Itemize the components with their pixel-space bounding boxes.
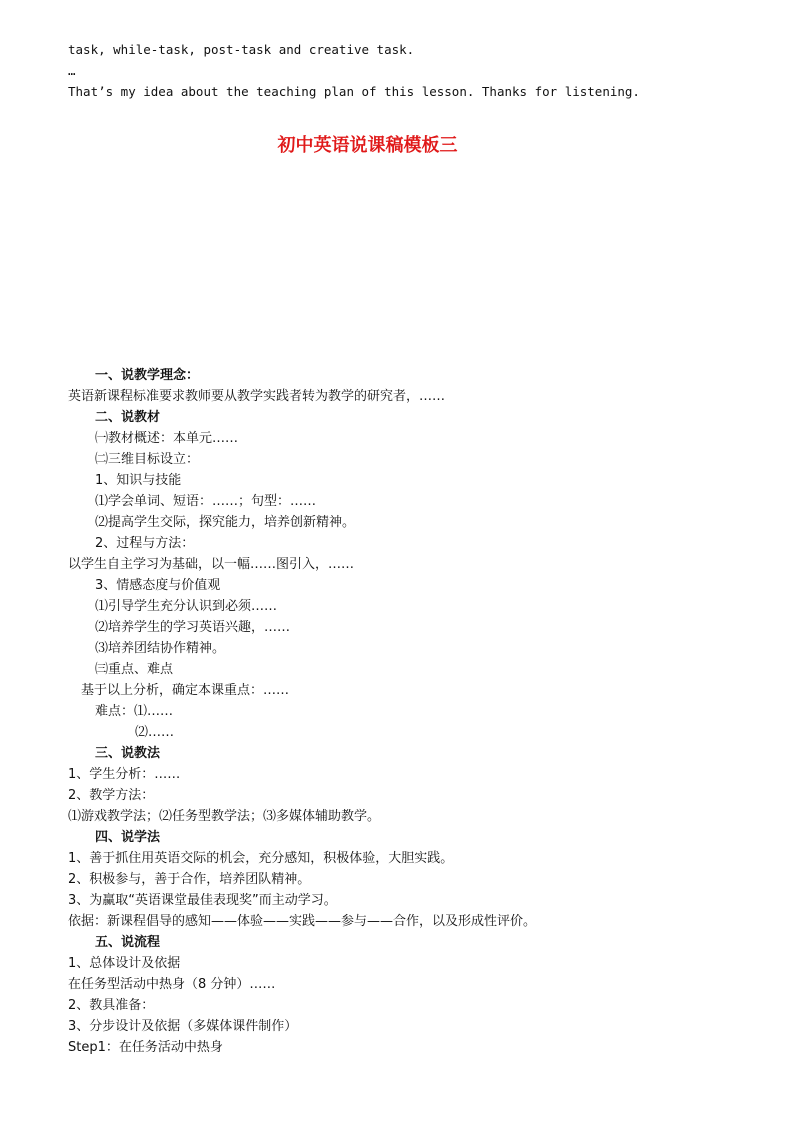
intro-line-1: task, while-task, post-task and creative task. xyxy=(68,42,415,57)
section-2-line: ㈡三维目标设立： xyxy=(95,452,200,467)
section-2-line: 基于以上分析，确定本课重点：…… xyxy=(81,683,290,698)
section-2-line: 2、过程与方法： xyxy=(95,536,195,551)
section-3-heading: 三、说教法 xyxy=(95,746,161,761)
section-5-line: 2、教具准备： xyxy=(68,998,155,1013)
section-5-heading: 五、说流程 xyxy=(95,935,161,950)
section-5-line: 在任务型活动中热身（8 分钟）…… xyxy=(68,977,276,992)
section-4-line: 3、为赢取“英语课堂最佳表现奖”而主动学习。 xyxy=(68,893,337,908)
section-5-line: Step1：在任务活动中热身 xyxy=(68,1040,223,1055)
section-3-line: 2、教学方法： xyxy=(68,788,155,803)
section-2-line: ㈠教材概述：本单元…… xyxy=(95,431,239,446)
section-2-line: 难点：⑴…… xyxy=(95,704,174,719)
section-1-heading: 一、说教学理念： xyxy=(95,368,200,383)
section-4-line: 1、善于抓住用英语交际的机会，充分感知，积极体验，大胆实践。 xyxy=(68,851,454,866)
section-3-line: 1、学生分析：…… xyxy=(68,767,181,782)
section-4-heading: 四、说学法 xyxy=(95,830,161,845)
section-2-line: ⑴引导学生充分认识到必须…… xyxy=(95,599,278,614)
section-5-line: 1、总体设计及依据 xyxy=(68,956,181,971)
intro-line-3: That’s my idea about the teaching plan of this lesson. Thanks for listening. xyxy=(68,84,640,99)
section-2-line: ⑵…… xyxy=(135,725,175,740)
section-4-line: 2、积极参与，善于合作，培养团队精神。 xyxy=(68,872,311,887)
document-title: 初中英语说课稿模板三 xyxy=(277,135,458,156)
section-5-line: 3、分步设计及依据（多媒体课件制作） xyxy=(68,1019,298,1034)
section-2-line: ⑴学会单词、短语：……；句型：…… xyxy=(95,494,317,509)
section-2-line: 以学生自主学习为基础，以一幅……图引入，…… xyxy=(68,557,355,572)
intro-line-2: … xyxy=(68,63,76,78)
section-2-line: ⑶培养团结协作精神。 xyxy=(95,641,226,656)
section-4-line: 依据：新课程倡导的感知——体验——实践——参与——合作，以及形成性评价。 xyxy=(68,914,537,929)
section-2-line: ㈢重点、难点 xyxy=(95,662,174,677)
section-1-body: 英语新课程标准要求教师要从教学实践者转为教学的研究者，…… xyxy=(68,389,446,404)
section-2-line: 1、知识与技能 xyxy=(95,473,182,488)
section-3-line: ⑴游戏教学法；⑵任务型教学法；⑶多媒体辅助教学。 xyxy=(68,809,381,824)
section-2-line: ⑵提高学生交际，探究能力，培养创新精神。 xyxy=(95,515,356,530)
section-2-line: 3、情感态度与价值观 xyxy=(95,578,221,593)
section-2-heading: 二、说教材 xyxy=(95,410,161,425)
section-2-line: ⑵培养学生的学习英语兴趣，…… xyxy=(95,620,291,635)
